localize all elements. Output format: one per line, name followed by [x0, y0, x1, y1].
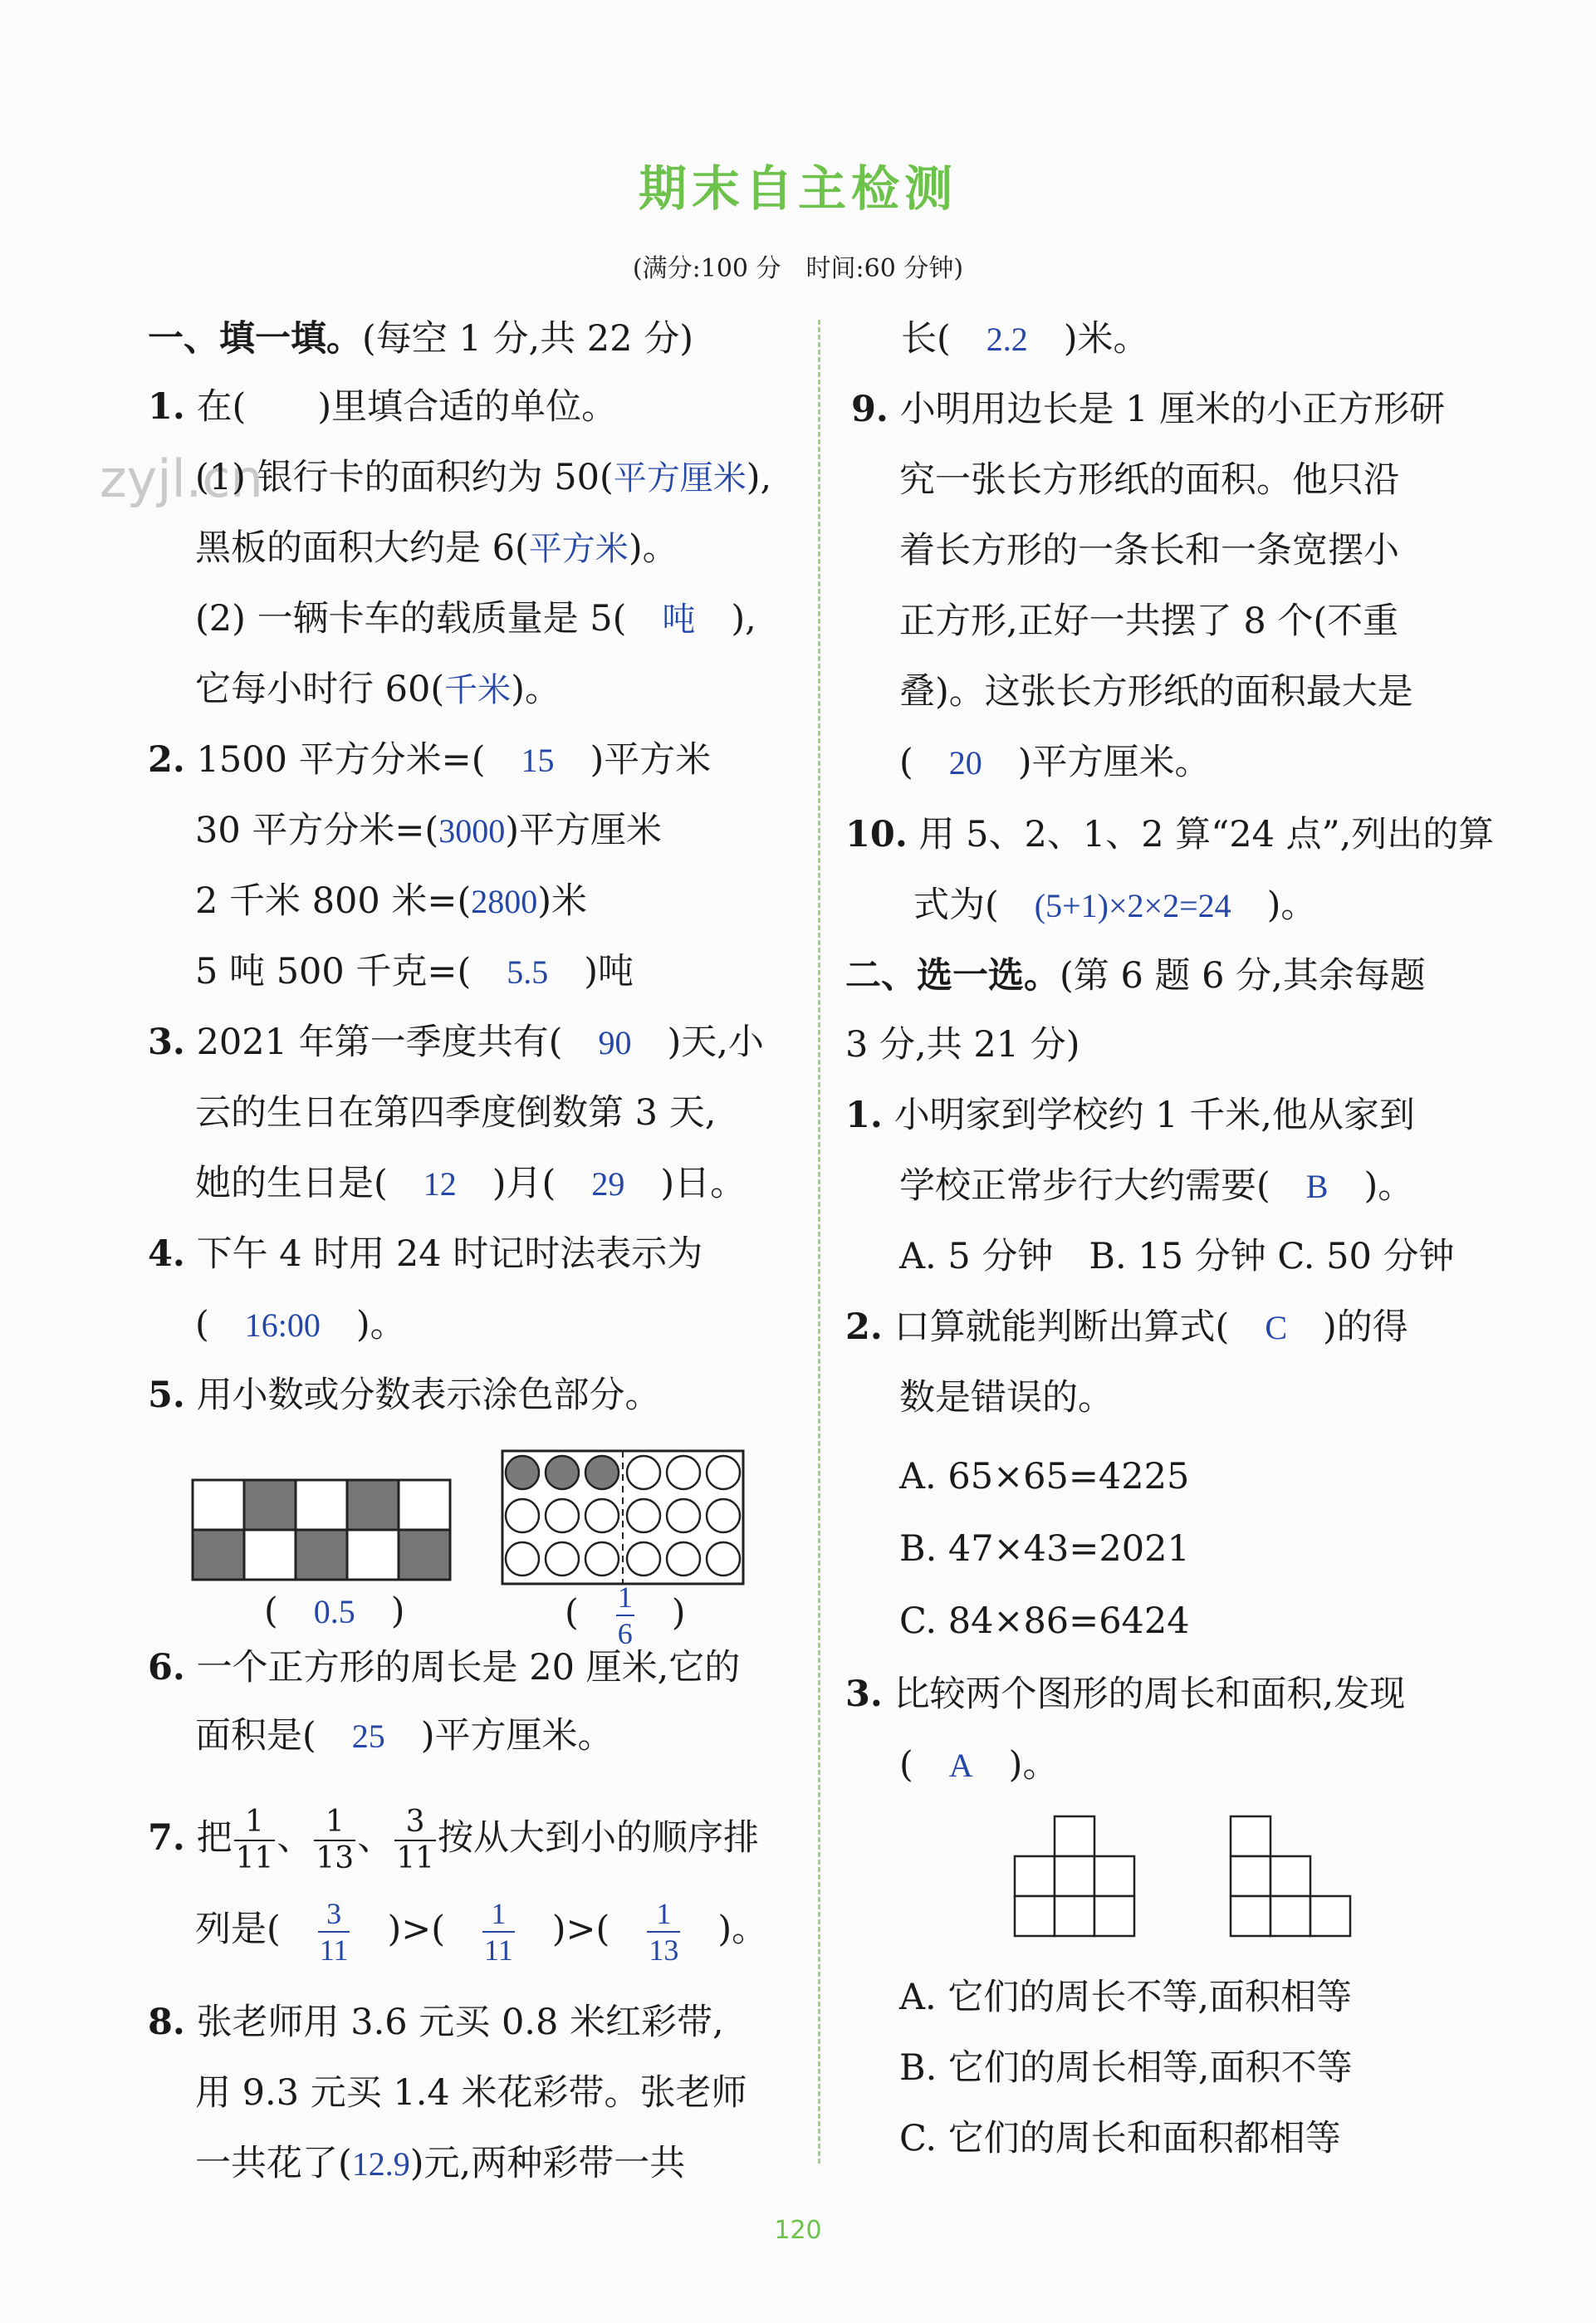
page-number: 120: [774, 2216, 822, 2245]
q9-line3: 着长方形的一条长和一条宽摆小: [899, 530, 1399, 571]
circle-tray-figure: [501, 1449, 746, 1586]
grid-cell: [347, 1530, 399, 1580]
tray-circle: [506, 1499, 539, 1532]
tray-circle: [585, 1542, 619, 1576]
tray-circle: [546, 1542, 579, 1576]
q1-line3: (2) 一辆卡车的载质量是 5( 吨 ),: [195, 598, 756, 640]
tray-circle: [667, 1456, 700, 1489]
q3-line1: 3. 2021 年第一季度共有( 90 )天,小: [148, 1022, 764, 1063]
q8-line3: 一共花了(12.9)元,两种彩带一共: [195, 2143, 686, 2184]
grid-cell: [296, 1480, 347, 1530]
fraction-answer: $\frac{1}{6}$: [617, 1581, 633, 1650]
section2-heading: 二、选一选。(第 6 题 6 分,其余每题: [845, 955, 1426, 997]
q4-line2: ( 16:00 )。: [195, 1304, 406, 1345]
s2-q3-option-a: A. 它们的周长不等,面积相等: [899, 1977, 1353, 2018]
fraction-answer: $\frac{1}{13}$: [649, 1897, 679, 1967]
q5-line1: 5. 用小数或分数表示涂色部分。: [148, 1375, 661, 1416]
q10-line2: 式为( (5+1)×2×2=24 )。: [913, 885, 1317, 926]
section1-heading: 一、填一填。(每空 1 分,共 22 分): [148, 318, 693, 360]
q5-answer1: ( 0.5 ): [264, 1590, 405, 1632]
column-divider: [818, 320, 820, 2164]
q1-line1: (1) 银行卡的面积约为 50(平方厘米),: [195, 457, 772, 498]
tray-circle: [585, 1499, 619, 1532]
q8-line4: 长( 2.2 )米。: [901, 318, 1149, 360]
q3-line2: 云的生日在第四季度倒数第 3 天,: [195, 1092, 717, 1134]
grid-cell: [193, 1530, 244, 1580]
grid-cell: [347, 1480, 399, 1530]
s2-q3-line2: ( A )。: [899, 1744, 1059, 1786]
page-title: 期末自主检测: [638, 160, 957, 217]
s2-q2-option-a: A. 65×65=4225: [899, 1456, 1190, 1497]
tray-circle: [506, 1542, 539, 1576]
q8-line1: 8. 张老师用 3.6 元买 0.8 米红彩带,: [148, 2002, 724, 2043]
fraction-answer: $\frac{1}{11}$: [484, 1897, 513, 1967]
q6-line1: 6. 一个正方形的周长是 20 厘米,它的: [148, 1647, 741, 1688]
q10-line1: 10. 用 5、2、1、2 算“24 点”,列出的算: [845, 814, 1495, 855]
exam-info: (满分:100 分 时间:60 分钟): [632, 254, 964, 283]
tray-circle: [707, 1499, 740, 1532]
s2-q1-options: A. 5 分钟 B. 15 分钟 C. 50 分钟: [899, 1236, 1455, 1277]
tray-circle: [546, 1456, 579, 1489]
shape-figure-2: [1229, 1815, 1362, 1948]
shaded-grid-figure: [191, 1478, 453, 1582]
fraction: $\frac{1}{11}$: [235, 1805, 274, 1875]
q2-line4: 5 吨 500 千克=( 5.5 )吨: [195, 951, 634, 992]
tray-circle: [627, 1499, 660, 1532]
tray-circle: [667, 1499, 700, 1532]
section2-score: 3 分,共 21 分): [845, 1024, 1080, 1066]
q6-line2: 面积是( 25 )平方厘米。: [195, 1715, 614, 1757]
q2-line2: 30 平方分米=(3000)平方厘米: [195, 810, 662, 851]
fraction: $\frac{3}{11}$: [396, 1805, 434, 1875]
s2-q1-line1: 1. 小明家到学校约 1 千米,他从家到: [845, 1095, 1415, 1136]
q9-line1: 9. 小明用边长是 1 厘米的小正方形研: [851, 389, 1446, 430]
tray-circle: [506, 1456, 539, 1489]
q5-answer2: ( $\frac{1}{6}$ ): [565, 1581, 686, 1650]
grid-cell: [399, 1530, 450, 1580]
grid-cell: [193, 1480, 244, 1530]
q9-line6: ( 20 )平方厘米。: [899, 742, 1211, 783]
grid-cell: [244, 1530, 296, 1580]
s2-q3-option-c: C. 它们的周长和面积都相等: [899, 2118, 1341, 2159]
tray-circle: [627, 1542, 660, 1576]
fraction: $\frac{1}{13}$: [316, 1805, 355, 1875]
q1-line2: 黑板的面积大约是 6(平方米)。: [195, 527, 678, 569]
s2-q2-option-c: C. 84×86=6424: [899, 1600, 1190, 1642]
s2-q2-line2: 数是错误的。: [899, 1377, 1114, 1419]
tray-circle: [707, 1456, 740, 1489]
q7-line2: 列是( $\frac{3}{11}$ )>( $\frac{1}{11}$ )>( $\frac{1}{13}$ )。: [195, 1897, 768, 1967]
tray-circle: [546, 1499, 579, 1532]
fraction-answer: $\frac{3}{11}$: [319, 1897, 349, 1967]
q4-line1: 4. 下午 4 时用 24 时记时法表示为: [148, 1233, 703, 1275]
q7-line1: 7. 把 $\frac{1}{11}$ 、 $\frac{1}{13}$ 、 $\frac{3}{11}$ 按从大到小的顺序排: [148, 1805, 759, 1875]
watermark: zyjl.cn: [100, 448, 263, 509]
q9-line5: 叠)。这张长方形纸的面积最大是: [899, 671, 1413, 713]
q9-line4: 正方形,正好一共摆了 8 个(不重: [899, 600, 1399, 642]
q1-line4: 它每小时行 60(千米)。: [195, 669, 561, 710]
q3-line3: 她的生日是( 12 )月( 29 )日。: [195, 1163, 747, 1204]
q9-line2: 究一张长方形纸的面积。他只沿: [899, 459, 1399, 501]
q1-stem: 1. 在( )里填合适的单位。: [148, 386, 618, 428]
tray-circle: [627, 1456, 660, 1489]
grid-cell: [399, 1480, 450, 1530]
s2-q2-line1: 2. 口算就能判断出算式( C )的得: [845, 1306, 1408, 1348]
tray-circle: [667, 1542, 700, 1576]
s2-q1-line2: 学校正常步行大约需要( B )。: [899, 1165, 1414, 1207]
q2-line3: 2 千米 800 米=(2800)米: [195, 880, 588, 922]
q8-line2: 用 9.3 元买 1.4 米花彩带。张老师: [195, 2072, 747, 2114]
s2-q2-option-b: B. 47×43=2021: [899, 1528, 1190, 1570]
tray-circle: [585, 1456, 619, 1489]
s2-q3-option-b: B. 它们的周长相等,面积不等: [899, 2047, 1353, 2089]
tray-circle: [707, 1542, 740, 1576]
grid-cell: [244, 1480, 296, 1530]
grid-cell: [296, 1530, 347, 1580]
shape-figure-1: [1013, 1815, 1146, 1948]
s2-q3-line1: 3. 比较两个图形的周长和面积,发现: [845, 1674, 1406, 1715]
q2-line1: 2. 1500 平方分米=( 15 )平方米: [148, 739, 712, 781]
